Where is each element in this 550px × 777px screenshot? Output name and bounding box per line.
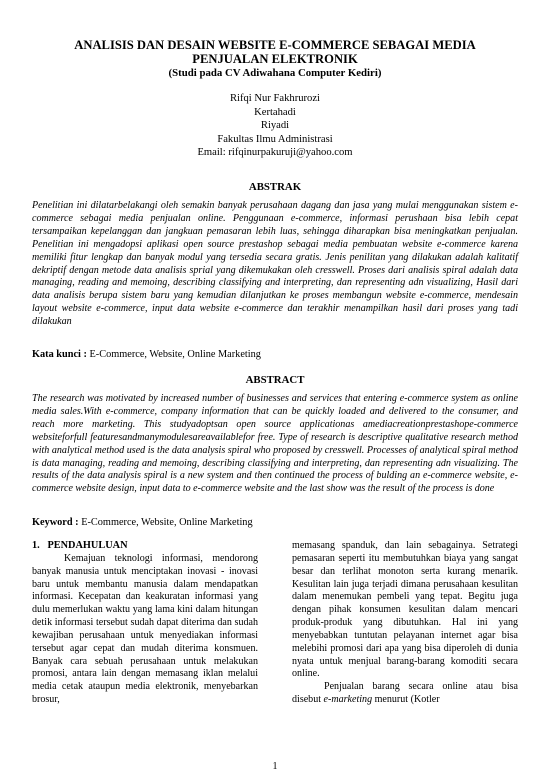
- paper-title: ANALISIS DAN DESAIN WEBSITE E-COMMERCE SEBAGAI MEDIA PENJUALAN ELEKTRONIK: [74, 38, 476, 66]
- keyword-label: Keyword :: [32, 517, 79, 528]
- kata-kunci-values: E-Commerce, Website, Online Marketing: [86, 349, 261, 360]
- author-block: [40, 92, 510, 160]
- body-paragraph: Kemajuan teknologi informasi, mendorong banyak manusia untuk menciptakan inovasi - inovasi baru untuk membantu manusia dalam mendapatkan informasi. Kecepatan dan keakuratan informasi yang dulu memerlukan waktu yang lama kini dalam hitungan detik informasi tersebut sudah dapat diterima dan sudah kewajiban perusahaan untuk menyediakan informasi tersebut agar cepat dan mudah diterima konsmuen. Banyak cara sebuah perusahaan untuk melakukan promosi, antara lain dengan memasang iklan melalui media cetak ataupun media elektronik, menyebarkan brosur,: [32, 552, 258, 706]
- left-column: [32, 540, 258, 707]
- abstract-text: The research was motivated by increased number of businesses and services that entering e-commerce system as online media sales.With e-commerce, company information that can be quickly loaded and delivered to the consumer, and reach more marketing. This studyadoptsan open source applicationas amediacreationprestashope-commerce websiteforfull featuresandmanymodulesareavailablefor free. Type of research is descriptive qualitative research method with analytical method used is the data analysis spiral who proposed by cresswell. Processes of analytical spiral method is data managing, reading and memoing, describing classifying and interpreting, dan representing adn visualizing. The results of the data analysis spiral is a new system and then continued the process of bulding an e-commerce website, e-commerce website design, input data to e-commerce website and the last show was the result of the process is done: [32, 393, 518, 495]
- section-heading: 1. PENDAHULUAN: [32, 540, 128, 551]
- abstract-heading: ABSTRACT: [245, 374, 305, 386]
- affiliation: Fakultas Ilmu Administrasi: [217, 133, 333, 145]
- author-name: Kertahadi: [254, 106, 296, 118]
- author-name: Riyadi: [260, 120, 290, 131]
- author-name: Rifqi Nur Fakhrurozi: [229, 93, 321, 104]
- kata-kunci: [32, 348, 518, 361]
- paper-subtitle: (Studi pada CV Adiwahana Computer Kediri): [168, 67, 382, 79]
- email: Email: rifqinurpakuruji@yahoo.com: [197, 147, 353, 158]
- emphasis-term: e-marketing: [323, 694, 373, 706]
- kata-kunci-label: Kata kunci :: [32, 349, 87, 360]
- right-column: [292, 540, 518, 707]
- keyword-values: E-Commerce, Website, Online Marketing: [78, 517, 253, 528]
- body-paragraph: memasang spanduk, dan lain sebagainya. Setrategi pemasaran seperti itu membutuhkan biaya yang sangat besar dan terlihat monoton serta kurang menarik. Kesulitan lain juga terjadi dimana perusahaan kesulitan dalam menemukan pembeli yang tepat. Begitu juga dengan pihak konsumen kesulitan dalam mencari produk-produk yang dibutuhkan. Hal ini yang menyebabkan tuntutan pelayanan internet agar bisa melebihi promosi dari apa yang bisa diperoleh di dunia nyata untuk menjual barang-barang komoditi secara online.: [292, 540, 518, 680]
- page-number: 1: [272, 761, 278, 772]
- abstrak-heading: ABSTRAK: [248, 181, 302, 193]
- abstrak-text: Penelitian ini dilatarbelakangi oleh semakin banyak perusahaan dagang dan jasa yang mulai menggunakan sistem e-commerce sebagai media penjualan online. Penggunaan e-commerce, informasi perushaan bisa lebih cepat tersampaikan kepelanggan dan jangkuan pemasaran lebih luas, sehingga diharapkan bisa meningkatkan penjualan. Penelitian ini mengadopsi aplikasi open source prestashop sebagai media pembuatan website e-commerce karena memiliki fitur lengkap dan banyak modul yang tersedia secara gratis. Jenis penilitan yang dilakukan adalah kalitatif dekriptif dengan metode data analisis sprial yang dikemukakan oleh cresswell. Proses dari analisis spiral adalah data managing, reading and memoing, describing classifying and interpreting, dan representing adn visualizing, Hasil dari data analisis berupa sistem baru yang kemudian dilanjutkan ke proses membangun website e-commerce, mendesain layout website e-commerce, input data website e-commerce dan terakhir menampilkan hasil dari proses yang tadi dilakukan: [32, 200, 518, 328]
- keyword: [32, 516, 518, 529]
- body-paragraph: Penjualan barang secara online atau bisa disebut e-marketing menurut (Kotler: [292, 681, 518, 706]
